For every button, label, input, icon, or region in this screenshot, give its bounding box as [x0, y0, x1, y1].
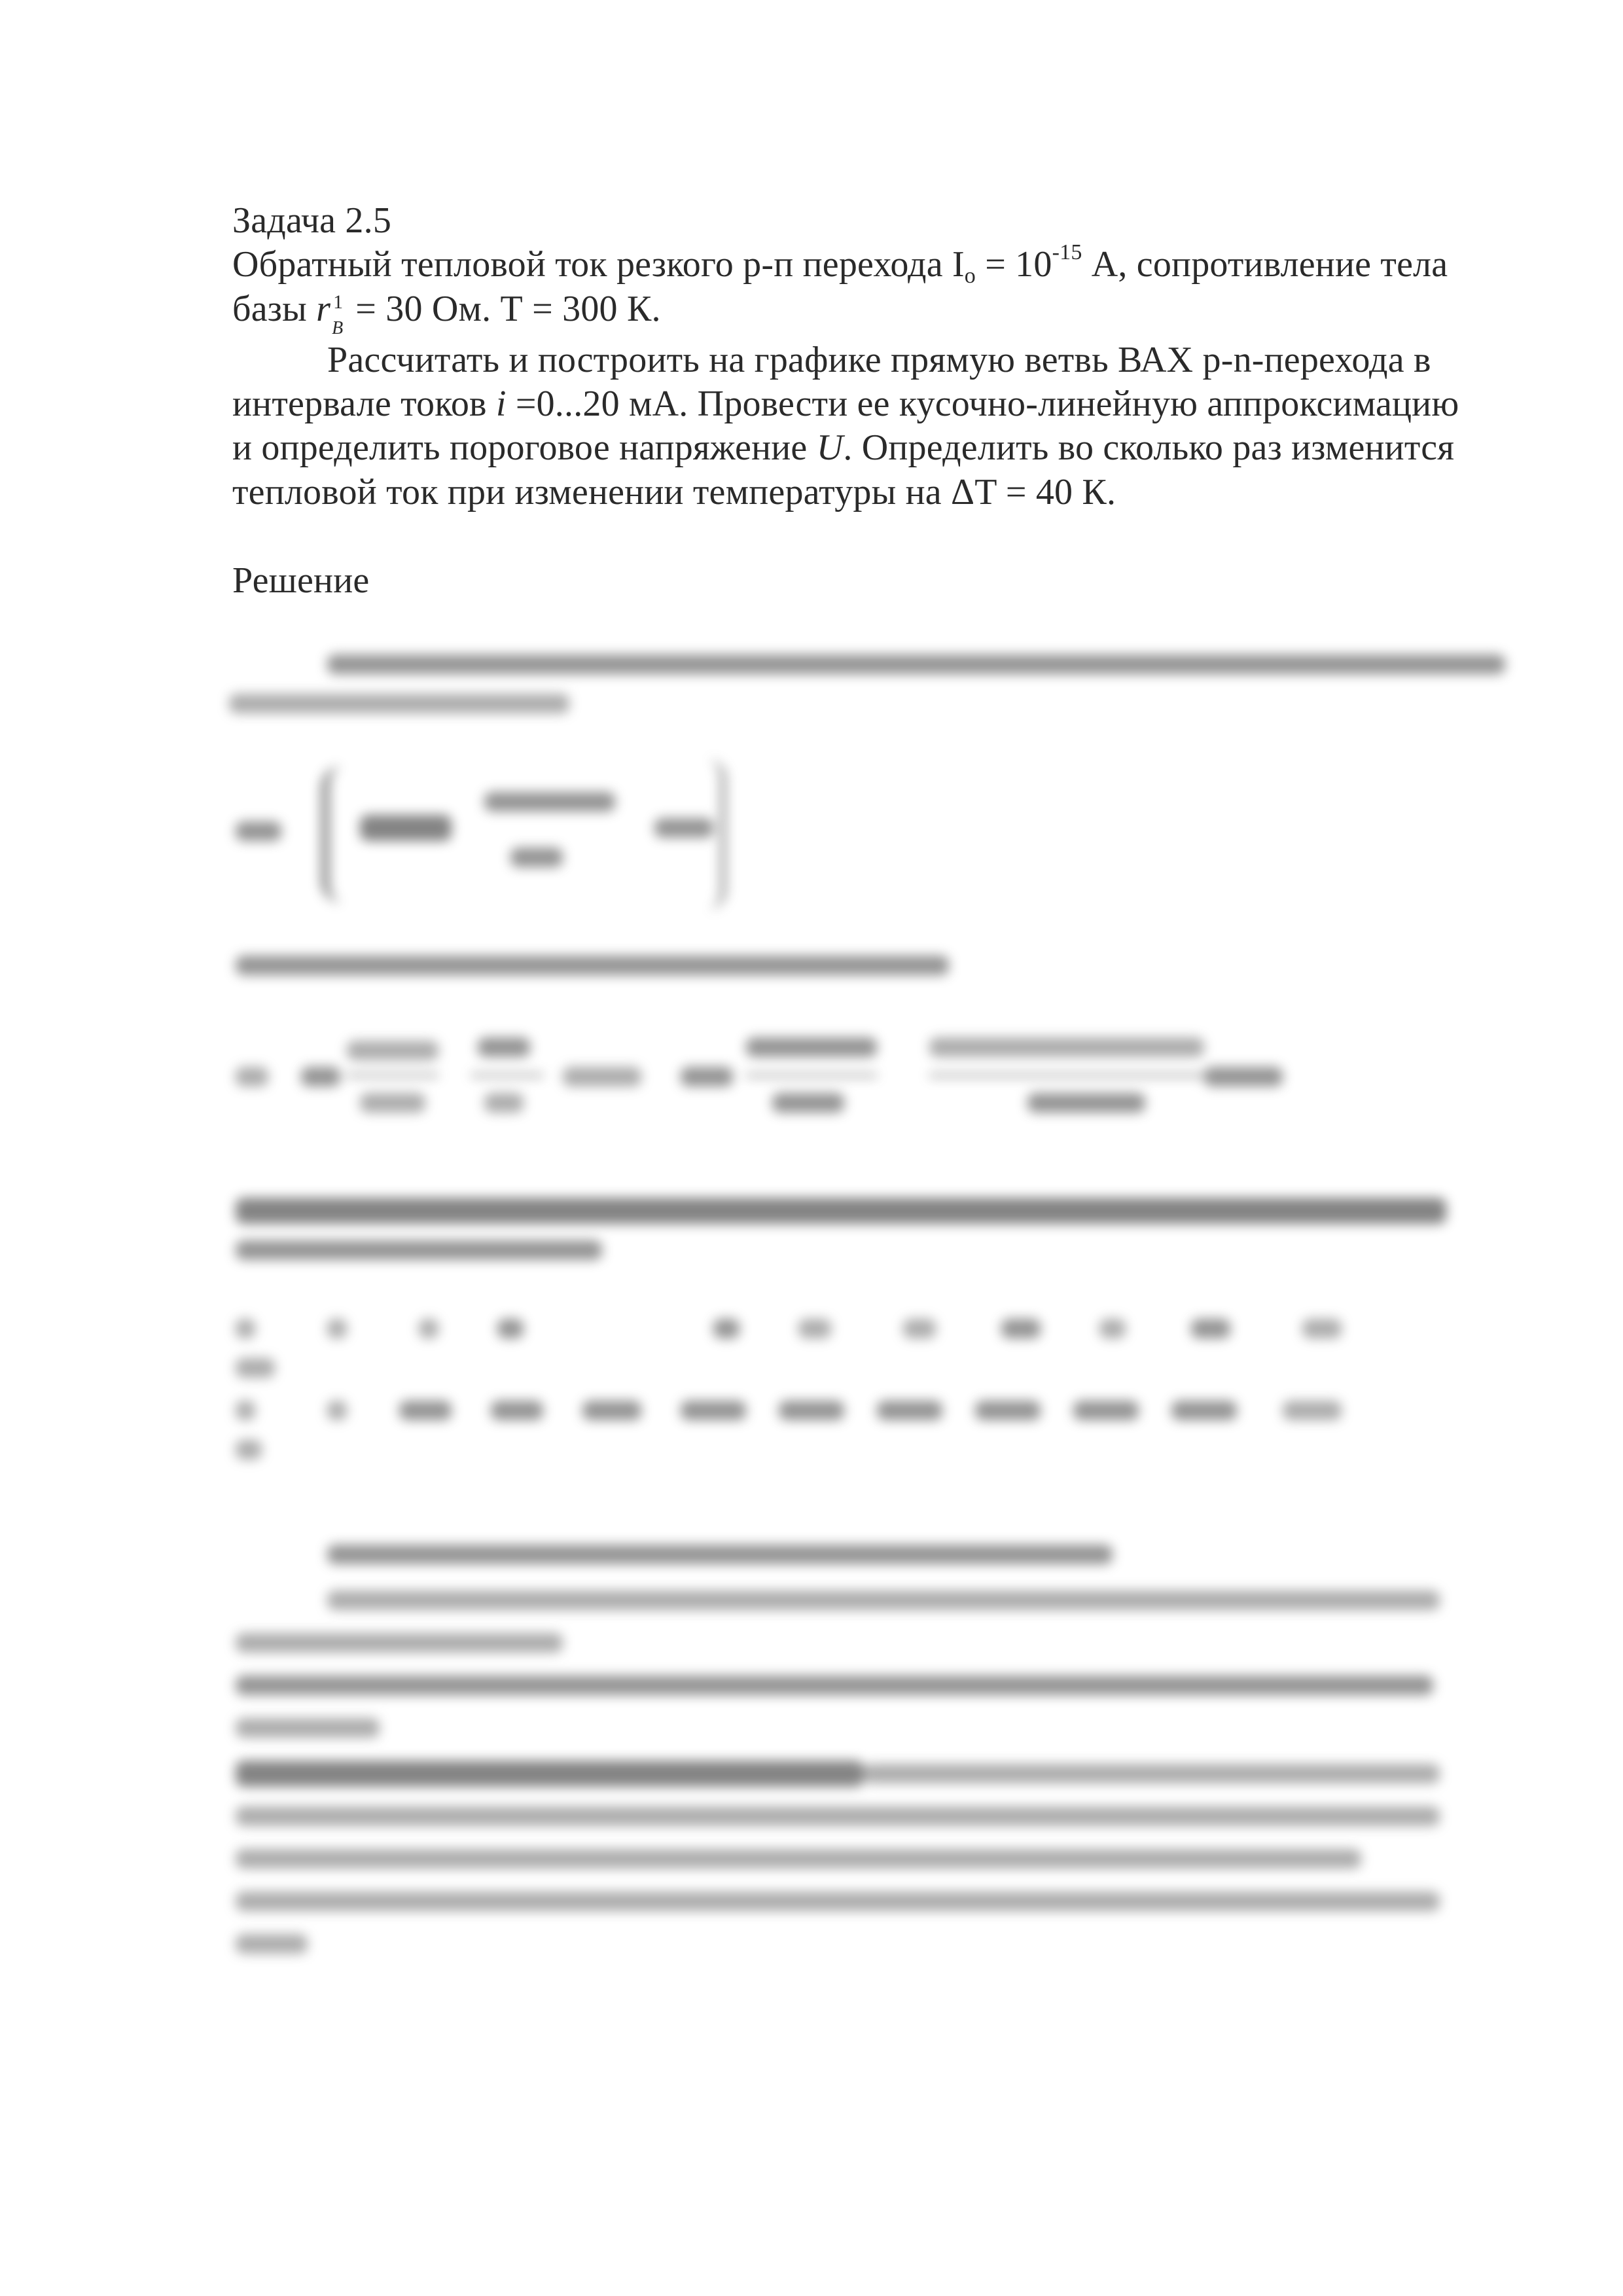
blurred-table-cell — [681, 1401, 746, 1420]
current-variable: i — [495, 384, 507, 424]
blurred-formula-numerator — [484, 792, 615, 812]
blurred-formula-numerator — [746, 1037, 877, 1057]
blurred-formula-bracket-right — [707, 759, 726, 910]
rb-subscript: B — [332, 318, 344, 338]
blurred-table-cell — [236, 1319, 255, 1338]
blurred-text-line — [236, 1633, 563, 1653]
blurred-text-line — [236, 1718, 380, 1738]
line5-text-a: и определить пороговое напряжение — [232, 427, 817, 468]
blurred-table-cell — [491, 1401, 543, 1420]
blurred-fraction-line — [471, 1073, 543, 1077]
problem-statement-line-6: тепловой ток при изменении температуры на ΔT = 40 К. — [232, 472, 1116, 512]
blurred-table-cell — [327, 1319, 347, 1338]
blurred-text-line — [236, 1806, 1440, 1826]
blurred-text-line — [236, 1849, 1361, 1869]
blurred-table-cell — [582, 1401, 641, 1420]
blurred-formula-symbol — [681, 1067, 733, 1086]
blurred-table-cell — [236, 1401, 255, 1420]
blurred-formula-numerator — [929, 1037, 1204, 1057]
problem-statement-line-5 — [232, 427, 1454, 469]
base-resistance-symbol — [316, 288, 344, 338]
blurred-bold-text — [236, 1761, 864, 1787]
blurred-text-line — [236, 1240, 602, 1260]
blurred-text-line — [327, 1590, 1440, 1610]
blurred-formula-denominator — [360, 1093, 425, 1113]
blurred-table-cell — [1283, 1401, 1342, 1420]
line2-text-b: = 30 Ом. Т = 300 К. — [346, 289, 661, 329]
blurred-formula-numerator — [478, 1037, 530, 1057]
blurred-text-line — [229, 694, 569, 713]
blurred-fraction-line — [746, 1073, 877, 1077]
blurred-formula-denominator — [510, 848, 563, 867]
line1-text-a: Обратный тепловой ток резкого р-п перехода I — [232, 244, 965, 285]
problem-statement-line-3: Рассчитать и построить на графике прямую ветвь ВАХ р-n-перехода в — [327, 340, 1431, 380]
blurred-table-cell — [236, 1358, 275, 1378]
blurred-text-line — [236, 1892, 1440, 1911]
problem-statement-line-4 — [232, 383, 1459, 425]
blurred-table-cell — [1171, 1401, 1237, 1420]
blurred-text-line — [236, 1676, 1433, 1695]
blurred-text-line — [327, 1545, 1113, 1564]
blurred-table-cell — [713, 1319, 740, 1338]
blurred-formula-denominator — [1027, 1093, 1145, 1113]
line1-text-c: А, сопротивление тела — [1082, 244, 1448, 285]
blurred-formula-denominator — [484, 1093, 524, 1113]
blurred-table-cell — [877, 1401, 942, 1420]
blurred-formula-term — [563, 1067, 641, 1086]
blurred-formula-term — [654, 818, 713, 838]
blurred-formula-bracket — [321, 766, 343, 903]
line1-subscript: о — [964, 264, 976, 288]
blurred-table-cell — [779, 1401, 844, 1420]
blurred-table-cell — [975, 1401, 1041, 1420]
blurred-text-line — [236, 1198, 1446, 1224]
blurred-formula-symbol — [236, 821, 281, 841]
line4-text-a: интервале токов — [232, 384, 496, 424]
blurred-table-cell — [327, 1401, 347, 1420]
blurred-text-line — [864, 1764, 1440, 1784]
blurred-solution-content — [223, 628, 1518, 2003]
line4-text-b: =0...20 мА. Провести ее кусочно-линейную аппроксимацию — [506, 384, 1459, 424]
blurred-formula-exp — [360, 815, 452, 841]
line1-exponent: -15 — [1052, 240, 1082, 264]
line1-text-b: = 10 — [976, 244, 1052, 285]
line2-text-a: базы — [232, 289, 317, 329]
blurred-table-cell — [1191, 1319, 1230, 1338]
blurred-formula-numerator — [347, 1041, 438, 1060]
blurred-text-line — [236, 1934, 308, 1954]
voltage-variable: U — [816, 427, 844, 468]
blurred-formula-symbol — [236, 1067, 268, 1086]
blurred-table-cell — [236, 1440, 262, 1460]
blurred-table-cell — [1302, 1319, 1342, 1338]
blurred-formula-symbol — [301, 1067, 340, 1086]
blurred-table-cell — [798, 1319, 831, 1338]
blurred-table-cell — [399, 1401, 452, 1420]
blurred-table-cell — [1001, 1319, 1041, 1338]
blurred-formula-term — [1204, 1067, 1283, 1086]
problem-title: Задача 2.5 — [232, 200, 392, 241]
rb-letter: r — [316, 289, 331, 329]
problem-statement-line-2 — [232, 288, 661, 338]
rb-superscript: 1 — [333, 291, 344, 313]
blurred-table-cell — [419, 1319, 438, 1338]
blurred-text-line — [327, 655, 1505, 674]
blurred-table-cell — [1073, 1401, 1139, 1420]
blurred-table-cell — [497, 1319, 524, 1338]
blurred-table-cell — [1099, 1319, 1126, 1338]
problem-statement-line-1 — [232, 240, 1448, 288]
blurred-formula-denominator — [772, 1093, 844, 1113]
blurred-text-line — [236, 956, 949, 975]
blurred-fraction-line — [347, 1073, 438, 1077]
blurred-fraction-line — [929, 1073, 1204, 1077]
blurred-table-cell — [903, 1319, 936, 1338]
solution-heading: Решение — [232, 560, 370, 601]
line5-text-b: . Определить во сколько раз изменится — [843, 427, 1455, 468]
